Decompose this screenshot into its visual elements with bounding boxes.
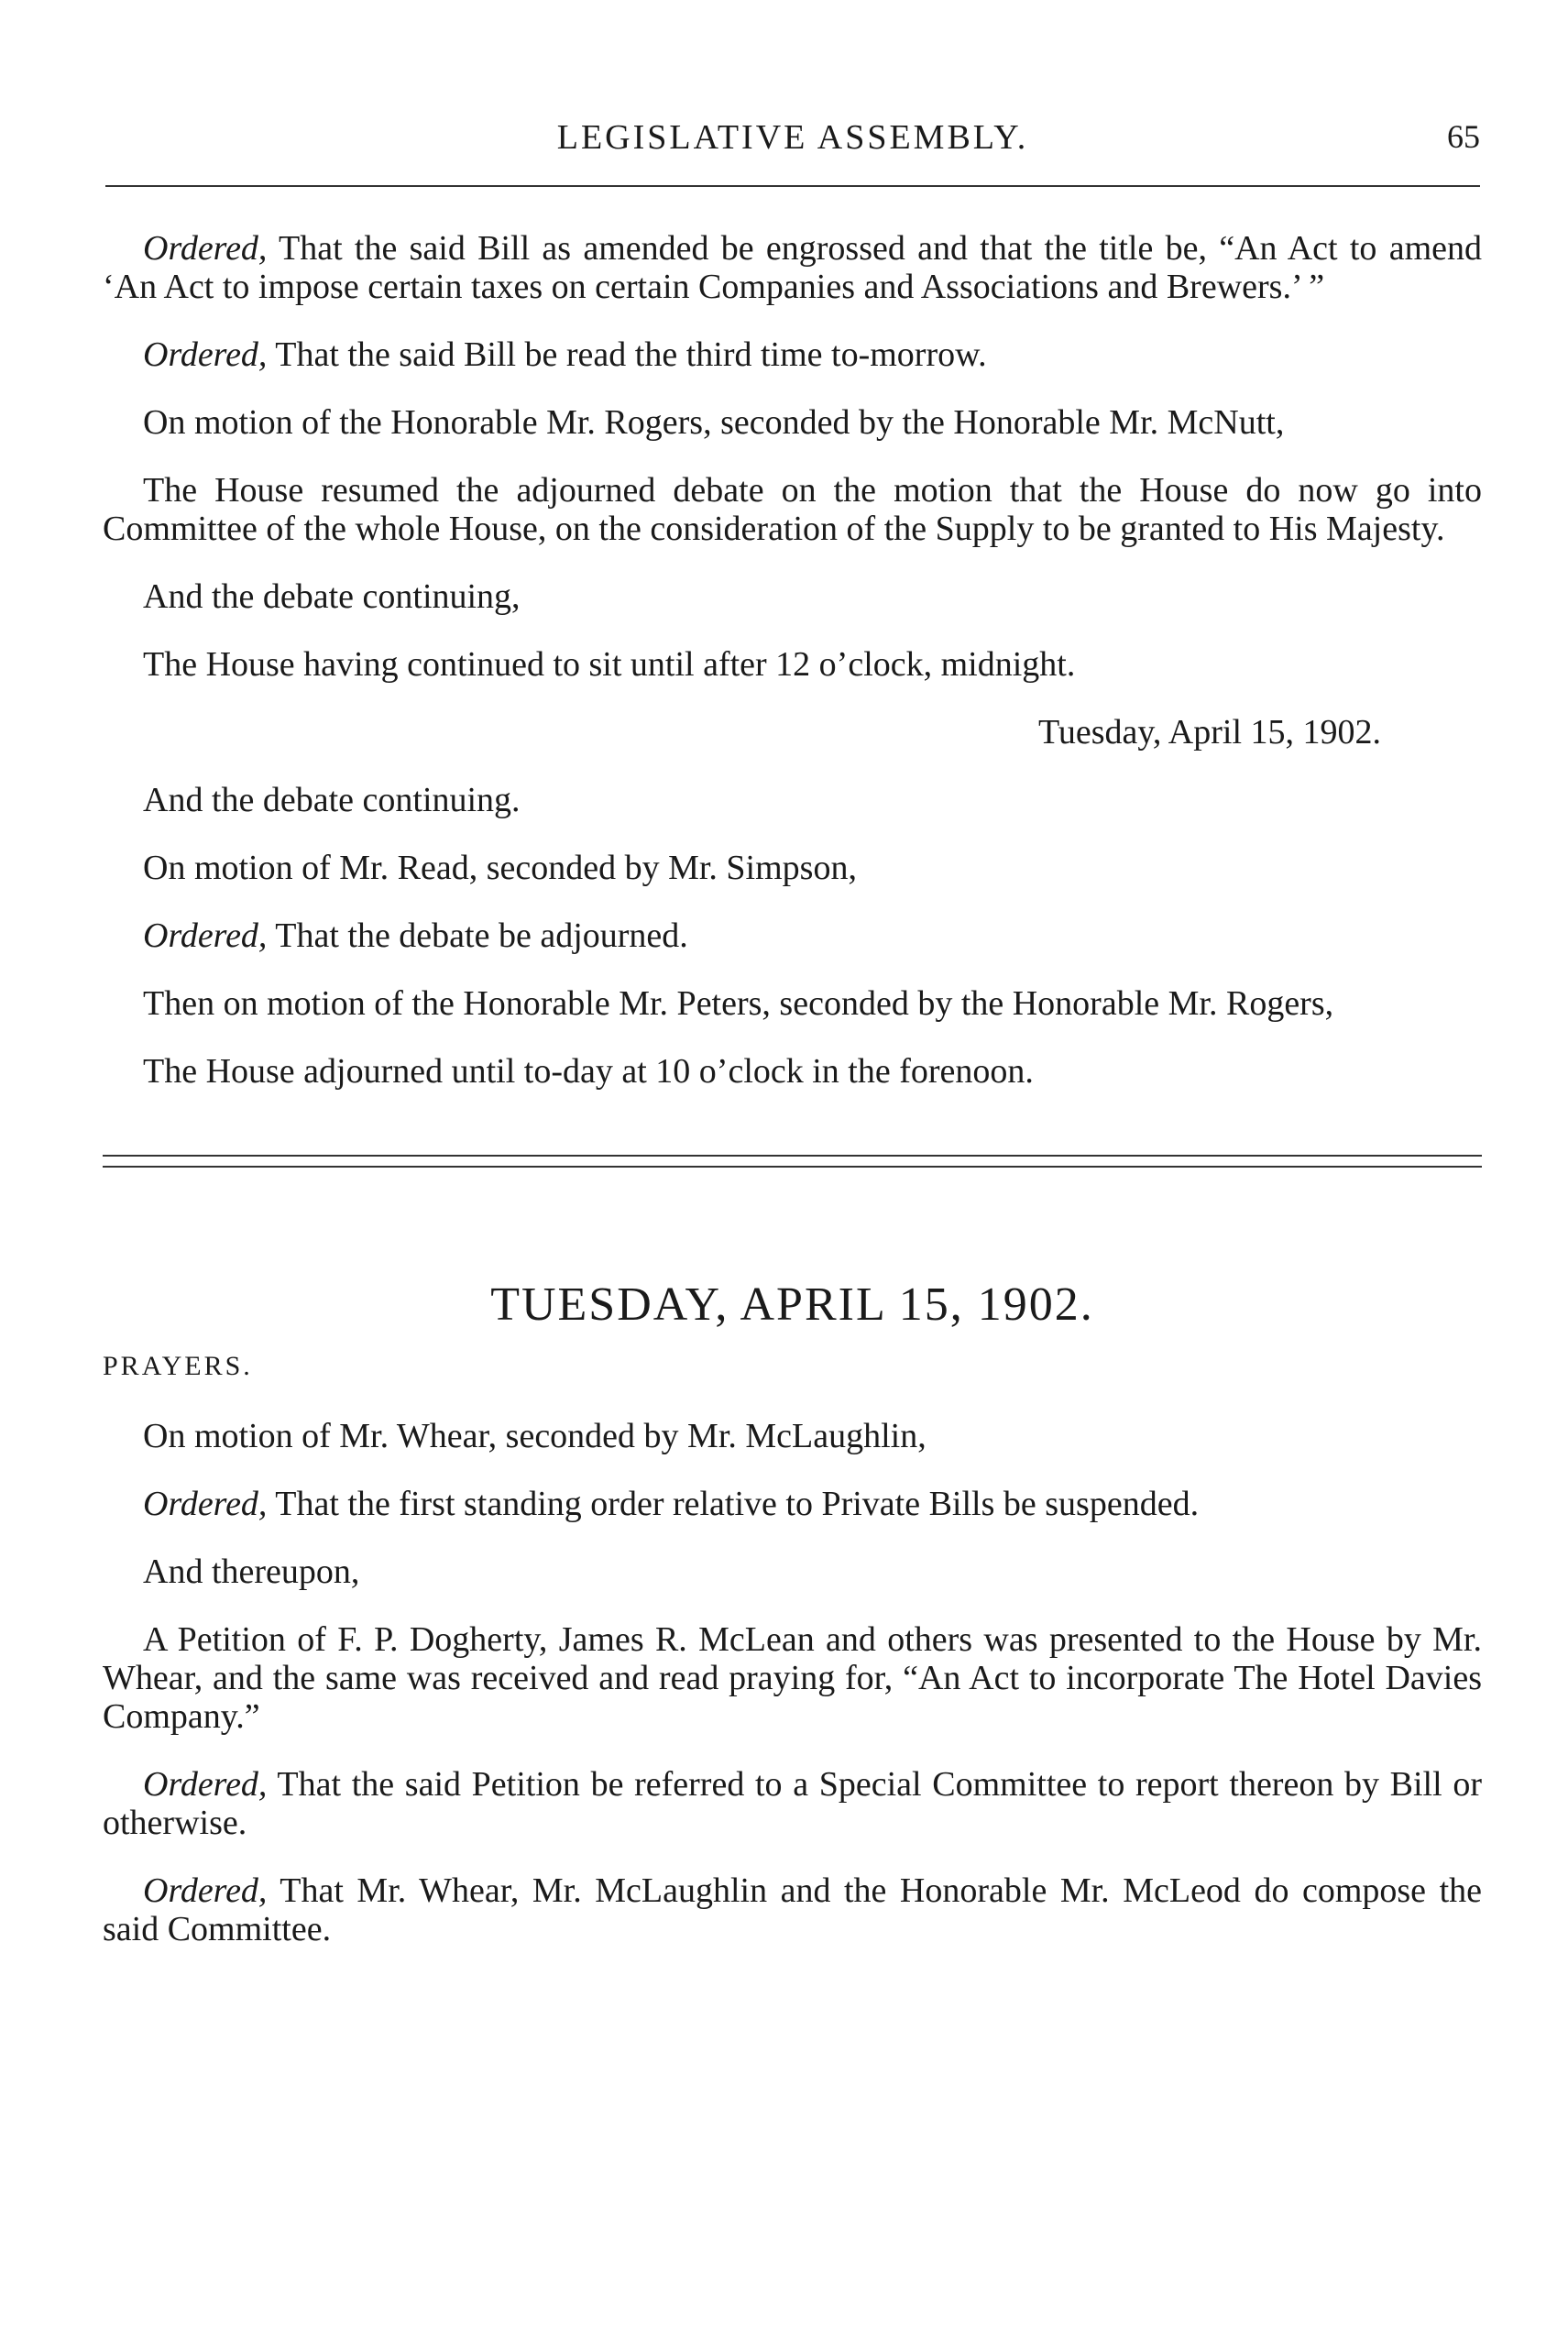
paragraph-thereupon xyxy=(103,1553,1482,1591)
paragraph-motion-read xyxy=(103,849,1482,887)
dateline: Tuesday, April 15, 1902. xyxy=(1037,713,1381,752)
paragraph-text: On motion of Mr. Whear, seconded by Mr. McLaughlin, xyxy=(143,1417,927,1455)
document-body xyxy=(103,229,1482,1978)
paragraph-text: That the debate be adjourned. xyxy=(267,916,688,955)
ordered-label: Ordered, xyxy=(143,229,268,268)
ordered-label: Ordered, xyxy=(143,916,268,955)
paragraph-text: On motion of Mr. Read, seconded by Mr. Simpson, xyxy=(143,849,857,887)
paragraph-text: That the first standing order relative to Private Bills be suspended. xyxy=(267,1485,1200,1523)
ordered-label: Ordered, xyxy=(143,1871,268,1910)
paragraph-text: That Mr. Whear, Mr. McLaughlin and the Honorable Mr. McLeod do compose the said Committee. xyxy=(103,1871,1482,1948)
paragraph-debate-continuing xyxy=(103,577,1482,616)
paragraph-ordered-third-reading xyxy=(103,335,1482,374)
paragraph-text: The House resumed the adjourned debate on the motion that the House do now go into Committee of the whole House, on the consideration of the Supply to be granted to His Majesty. xyxy=(103,471,1482,548)
paragraph-text: A Petition of F. P. Dogherty, James R. McLean and others was presented to the House by Mr. Whear, and the same was received and read praying for, “An Act to incorporate The Hotel Davies Company.” xyxy=(103,1620,1482,1736)
paragraph-text: And thereupon, xyxy=(143,1553,360,1591)
paragraph-resumed-debate xyxy=(103,471,1482,548)
prayers-label xyxy=(103,1347,1482,1386)
paragraph-ordered-suspended xyxy=(103,1485,1482,1523)
paragraph-motion-rogers xyxy=(103,403,1482,442)
paragraph-text: And the debate continuing, xyxy=(143,577,521,616)
paragraph-text: The House adjourned until to-day at 10 o’clock in the forenoon. xyxy=(143,1052,1034,1091)
paragraph-text: Then on motion of the Honorable Mr. Peters, seconded by the Honorable Mr. Rogers, xyxy=(143,984,1334,1023)
running-title: LEGISLATIVE ASSEMBLY. xyxy=(556,118,1029,157)
paragraph-debate-continuing-2 xyxy=(103,781,1482,819)
ordered-label: Ordered, xyxy=(143,1485,268,1523)
running-head xyxy=(105,117,1480,163)
paragraph-motion-peters xyxy=(103,984,1482,1023)
paragraph-text: The House having continued to sit until after 12 o’clock, midnight. xyxy=(143,645,1076,684)
paragraph-text: On motion of the Honorable Mr. Rogers, seconded by the Honorable Mr. McNutt, xyxy=(143,403,1285,442)
paragraph-text: That the said Bill be read the third time to-morrow. xyxy=(267,335,987,374)
ordered-label: Ordered, xyxy=(143,335,268,374)
paragraph-house-adjourned xyxy=(103,1052,1482,1091)
header-rule xyxy=(105,185,1480,187)
paragraph-ordered-committee xyxy=(103,1871,1482,1948)
paragraph-ordered-adjourned xyxy=(103,916,1482,955)
page-number: 65 xyxy=(1447,118,1480,155)
paragraph-motion-whear xyxy=(103,1417,1482,1455)
paragraph-text: And the debate continuing. xyxy=(143,781,521,819)
section-heading: TUESDAY, APRIL 15, 1902. xyxy=(490,1278,1094,1331)
paragraph-text: That the said Petition be referred to a Special Committee to report thereon by Bill or otherwise. xyxy=(103,1765,1482,1842)
paragraph-ordered-referred xyxy=(103,1765,1482,1842)
prayers-text: PRAYERS. xyxy=(103,1351,253,1381)
paragraph-text: That the said Bill as amended be engrossed and that the title be, “An Act to amend ‘An Act to impose certain taxes on certain Companies and Associations and Brewers.’ ” xyxy=(103,229,1482,306)
ordered-label: Ordered, xyxy=(143,1765,268,1804)
paragraph-petition xyxy=(103,1620,1482,1736)
section-divider xyxy=(103,1155,1482,1168)
paragraph-ordered-engrossed xyxy=(103,229,1482,306)
paragraph-midnight xyxy=(103,645,1482,684)
